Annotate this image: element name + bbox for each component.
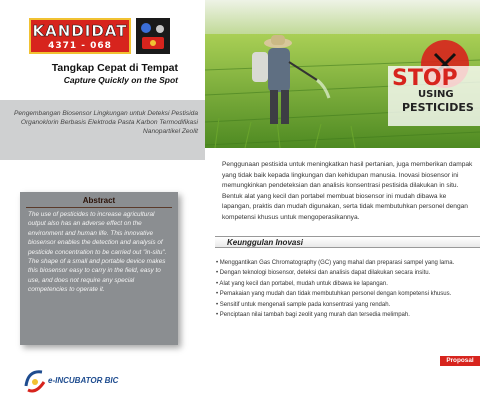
stop-text: STOP bbox=[392, 66, 458, 91]
pesticides-text: PESTICIDES bbox=[402, 101, 474, 114]
list-item: • Menggantikan Gas Chromatography (GC) yang mahal dan preparasi sampel yang lama. bbox=[216, 260, 455, 266]
page-subtitle: Capture Quickly on the Spot bbox=[63, 75, 178, 85]
list-item: • Penciptaan nilai tambah bagi zeolit yang murah dan tersedia melimpah. bbox=[216, 312, 410, 319]
abstract-card bbox=[20, 192, 178, 345]
badge-title: KANDIDAT bbox=[32, 22, 128, 40]
kandidat-badge bbox=[29, 18, 131, 54]
footer-logo-text: e-INCUBATOR BIC bbox=[48, 376, 119, 385]
project-title-box bbox=[0, 100, 205, 160]
keunggulan-title: Keunggulan Inovasi bbox=[227, 238, 304, 247]
project-title: Pengembangan Biosensor Lingkungan untuk Deteksi Pestisida Organoklorin Berbasis Elektroda Pasta Karbon Termodifikasi Nanopartikel Zeolit bbox=[13, 110, 198, 135]
list-item: • Pemakaian yang mudah dan tidak membutuhkan personel dengan kompetensi khusus. bbox=[216, 291, 452, 298]
description: Penggunaan pestisida untuk meningkatkan hasil pertanian, juga memberikan dampak yang tidak baik kepada lingkungan dan kehidupan manusia. Inovasi biosensor ini memungkinkan pendeteksian dan analisis konsentrasi pestisida dilakukan in situ. Bentuk alat yang kecil dan portabel membuat biosensor ini mudah dibawa ke lapangan, praktis dan mudah digunakan, serta tidak membutuhkan personel dengan kompetensi khusus untuk mengoperasikannya. bbox=[222, 161, 473, 221]
abstract-divider bbox=[26, 207, 172, 208]
feature-list bbox=[216, 258, 478, 320]
badge-code: 4371 - 068 bbox=[48, 41, 112, 51]
page-title: Tangkap Cepat di Tempat bbox=[51, 62, 178, 74]
abstract-heading: Abstract bbox=[82, 196, 116, 205]
prize-icon bbox=[136, 18, 170, 54]
keunggulan-header bbox=[215, 236, 480, 248]
e-incubator-logo bbox=[22, 366, 142, 396]
abstract-body: The use of pesticides to increase agricultural output also has an adverse effect on the environment and human life. This innovative biosensor enables the detection and analysis of pesticide concentration to be carried out "in-situ". The shape of a small and portable device makes this biosensor easy to carry in the field, easy to use, and does not require any special competencies to operate it. bbox=[28, 211, 167, 294]
list-item: • Dengan teknologi biosensor, deteksi dan analisis dapat dilakukan secara insitu. bbox=[216, 270, 431, 277]
using-text: USING bbox=[418, 89, 454, 100]
stop-pesticides-banner bbox=[388, 66, 480, 126]
proposal-tag: Proposal bbox=[440, 356, 480, 366]
incubator-swirl-icon bbox=[22, 366, 48, 396]
farmer-spraying-photo bbox=[205, 0, 480, 148]
list-item: • Sensitif untuk mengenali sample pada konsentrasi yang rendah. bbox=[216, 301, 391, 308]
list-item: • Alat yang kecil dan portabel, mudah untuk dibawa ke lapangan. bbox=[216, 280, 388, 287]
